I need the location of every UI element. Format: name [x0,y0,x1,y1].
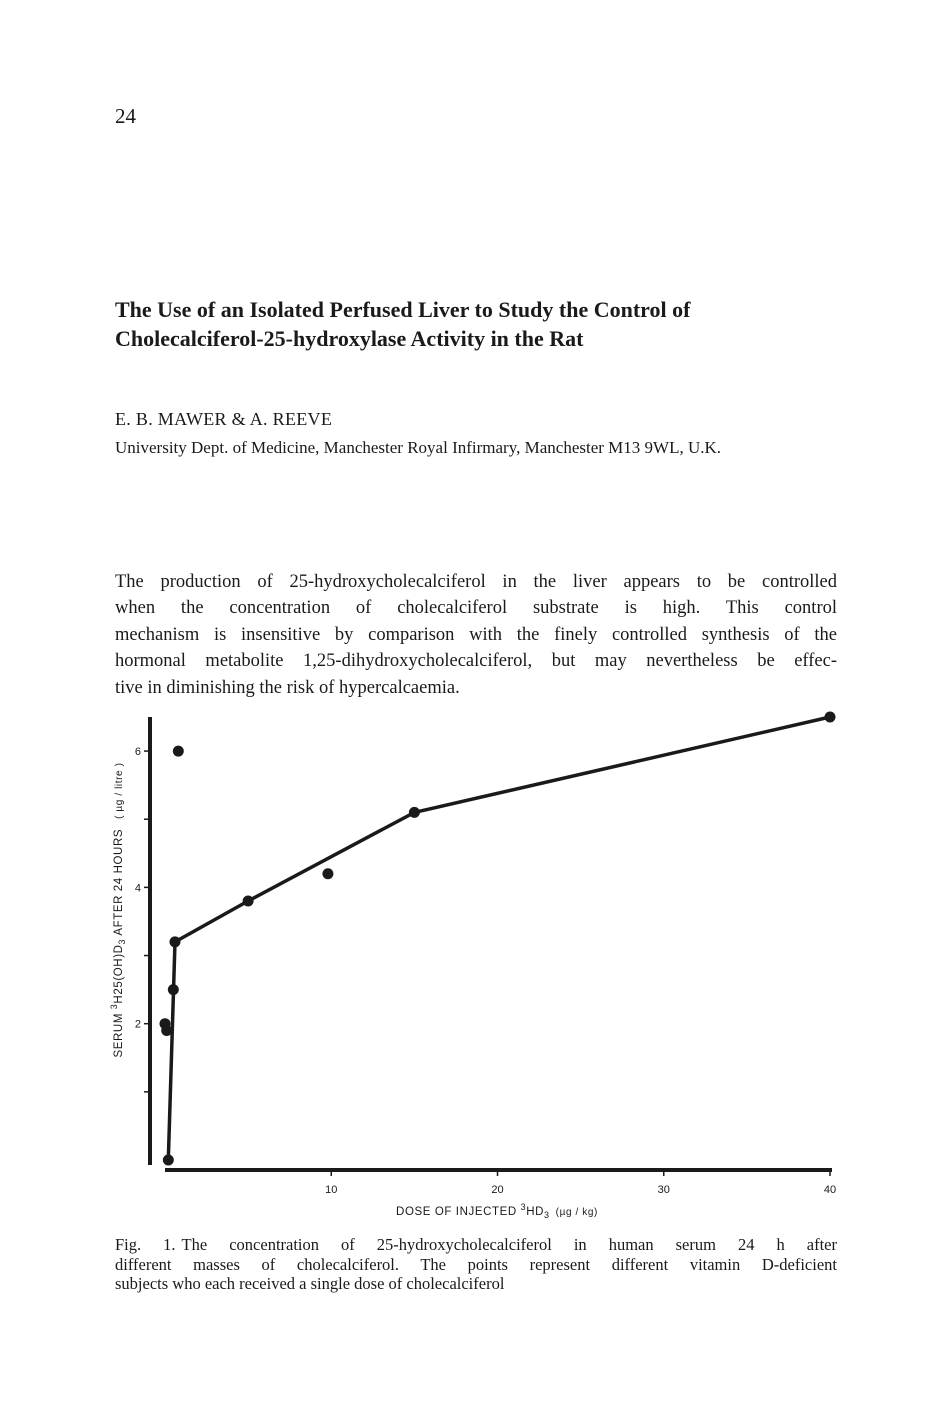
caption-line: subjects who each received a single dose of cholecalciferol [115,1274,505,1293]
chart-curve [168,717,830,1160]
chart-ticks [135,746,836,1196]
figure-1 [0,700,945,1230]
x-tick-label: 10 [325,1184,338,1196]
y-tick-label: 2 [134,1018,141,1031]
figure-caption [115,1235,837,1294]
x-tick-label: 40 [823,1184,837,1196]
data-point [173,746,184,757]
x-tick-label: 20 [491,1184,504,1196]
caption-text: The concentration of 25-hydroxycholecalciferol in human serum 24 h after [181,1235,838,1254]
dose-response-chart [0,700,945,1230]
data-point [243,896,254,907]
title-line: Cholecalciferol-25-hydroxylase Activity in the Rat [115,326,584,351]
data-point [322,868,333,879]
abstract-line: tive in diminishing the risk of hypercalcaemia. [115,677,460,698]
page-number: 24 [115,104,136,128]
x-axis-label: DOSE OF INJECTED $^3HD_3$ (µg / kg) [396,1202,598,1220]
data-point [825,712,836,723]
paper-title [115,295,835,353]
y-tick-label: 6 [134,746,141,759]
caption-line [115,1235,837,1255]
abstract-line: mechanism is insensitive by comparison with the finely controlled synthesis of the [115,624,837,645]
data-point [409,807,420,818]
fitted-curve [168,717,830,1160]
chart-axes [150,717,832,1170]
caption-line: different masses of cholecalciferol. The points represent different vitamin D-deficient [115,1254,837,1274]
y-tick-label: 4 [134,882,141,895]
data-point [168,984,179,995]
caption-label: Fig. 1. [115,1235,176,1254]
abstract-line: when the concentration of cholecalciferol substrate is high. This control [115,598,837,619]
data-point [161,1025,172,1036]
title-line: The Use of an Isolated Perfused Liver to Study the Control of [115,297,691,322]
abstract-line: hormonal metabolite 1,25-dihydroxycholecalciferol, but may nevertheless be effec- [115,651,837,672]
y-axis-label: SERUM $^3H25(OH)D_3$ AFTER 24 HOURS( µg / litre ) [109,762,127,1058]
x-tick-label: 30 [657,1184,670,1196]
abstract-line: The production of 25-hydroxycholecalciferol in the liver appears to be controlled [115,572,837,592]
chart-points [160,712,836,1166]
affiliation: University Dept. of Medicine, Manchester Royal Infirmary, Manchester M13 9WL, U.K. [115,438,722,457]
abstract [115,569,837,701]
authors: E. B. MAWER & A. REEVE [115,409,333,429]
data-point [169,936,180,947]
data-point [163,1155,174,1166]
